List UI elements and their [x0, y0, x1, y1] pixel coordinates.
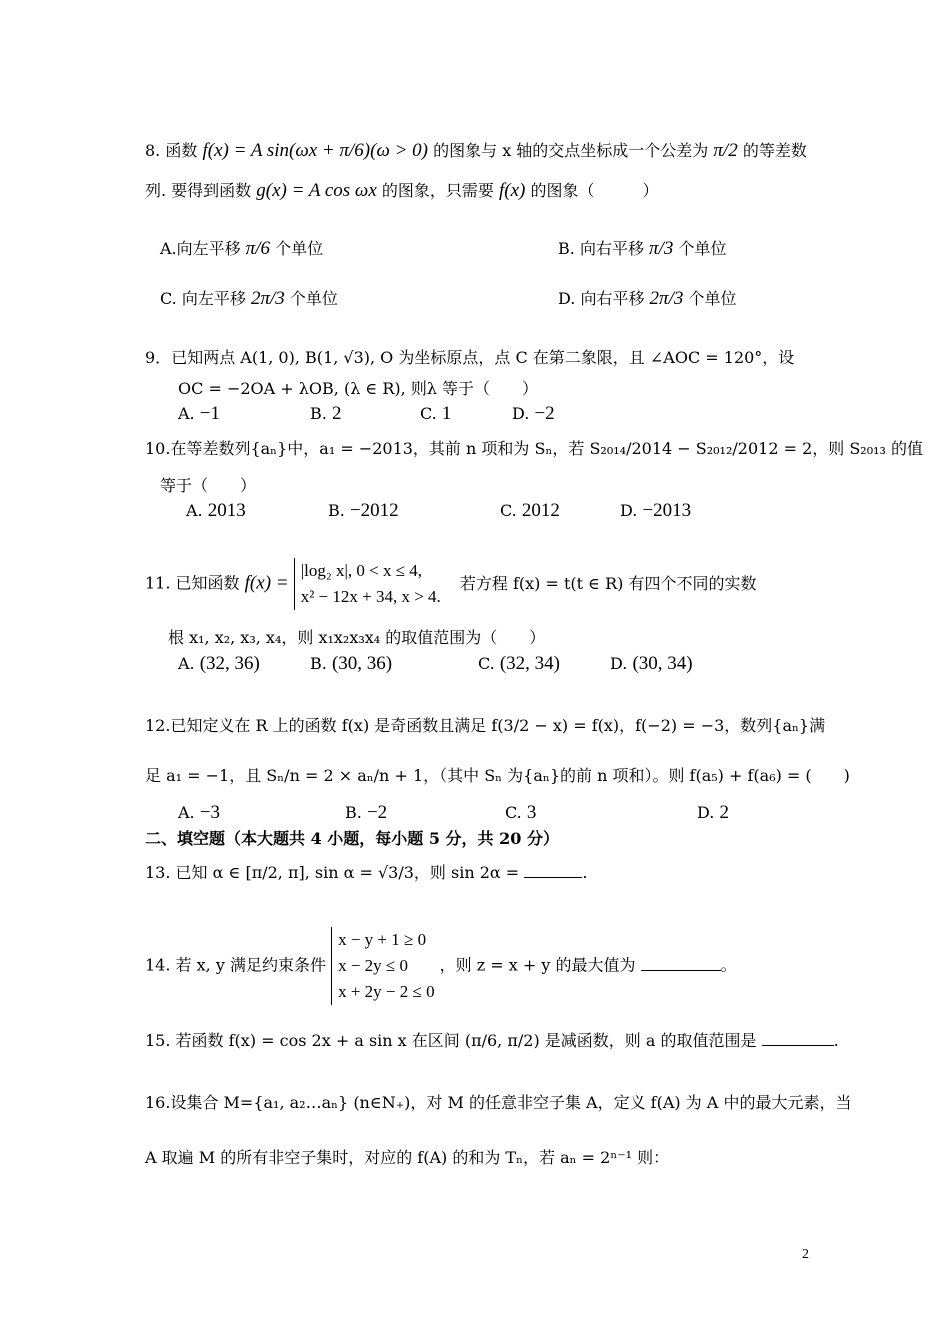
- option-text: 向左平移: [176, 239, 241, 258]
- q9-text: OC = −2OA + λOB, (λ ∈ R), 则λ 等于（ ）: [178, 379, 539, 398]
- q14-text: 若 x, y 满足约束条件: [175, 955, 326, 975]
- option-label: D.: [558, 289, 576, 308]
- option-label: A.: [178, 803, 195, 822]
- option-value: −1: [199, 403, 220, 424]
- q13-number: 13.: [145, 863, 171, 882]
- q12-option-d[interactable]: [697, 802, 729, 824]
- q13-end: .: [582, 863, 588, 882]
- q10-text: 等于（ ）: [160, 476, 257, 495]
- option-label: D.: [512, 404, 530, 423]
- q10-line1: [145, 438, 923, 460]
- option-label: B.: [345, 803, 362, 822]
- q9-option-a[interactable]: [178, 403, 220, 425]
- q8-text: 的图象（ ）: [530, 181, 659, 200]
- q8-option-d[interactable]: [558, 288, 736, 310]
- option-label: B.: [310, 404, 327, 423]
- q16-line2: [145, 1147, 669, 1169]
- option-label: A.: [178, 654, 195, 673]
- q13-answer-blank[interactable]: [524, 863, 582, 878]
- q16-number: 16.: [145, 1093, 171, 1112]
- q13-line: [145, 862, 587, 884]
- q9-option-c[interactable]: [420, 403, 451, 425]
- q8-option-c[interactable]: [160, 288, 338, 310]
- option-label: D.: [697, 803, 715, 822]
- option-text: 向右平移: [579, 239, 644, 258]
- q11-text: 若方程 f(x) = t(t ∈ R) 有四个不同的实数: [459, 573, 757, 593]
- q11-text: 根 x₁, x₂, x₃, x₄，则 x₁x₂x₃x₄ 的取值范围为（ ）: [168, 628, 546, 647]
- option-unit: 个单位: [688, 289, 737, 308]
- option-value: (32, 36): [199, 653, 260, 674]
- option-label: A.: [160, 239, 177, 258]
- option-value: −3: [199, 802, 220, 823]
- option-label: B.: [328, 501, 345, 520]
- option-label: D.: [620, 501, 638, 520]
- option-value: −2012: [349, 500, 399, 521]
- option-label: A.: [178, 404, 195, 423]
- q11-option-b[interactable]: [310, 653, 392, 675]
- q9-text: 已知两点 A(1, 0), B(1, √3), O 为坐标原点，点 C 在第二象限，且 ∠AOC = 120°，设: [171, 348, 795, 367]
- q14-number: 14.: [145, 955, 171, 975]
- q14-text: ，则 z = x + y 的最大值为: [439, 955, 636, 975]
- q8-common-difference: π/2: [713, 140, 738, 161]
- q9-number: 9．: [145, 348, 172, 367]
- q8-text: 的图象，只需要: [381, 181, 494, 200]
- q12-option-c[interactable]: [505, 802, 536, 824]
- option-value: (30, 34): [632, 653, 693, 674]
- option-value: (30, 36): [331, 653, 393, 674]
- q11-text: 已知函数: [175, 573, 240, 593]
- option-value: (32, 34): [499, 653, 561, 674]
- q11-line1: [145, 558, 756, 610]
- q11-piecewise: [294, 558, 441, 610]
- q9-line1: [145, 347, 794, 369]
- option-value: 3: [526, 802, 537, 823]
- q14-constraint-3: x + 2y − 2 ≤ 0: [338, 982, 435, 1001]
- option-label: B.: [558, 239, 575, 258]
- q9-option-b[interactable]: [310, 403, 341, 425]
- q12-number: 12.: [145, 716, 171, 735]
- section-2-heading: 二、填空题（本大题共 4 小题，每小题 5 分，共 20 分）: [145, 829, 559, 848]
- option-unit: 个单位: [275, 239, 324, 258]
- option-value: −2013: [642, 500, 692, 521]
- option-value: 2012: [521, 500, 560, 521]
- option-value: 2: [719, 802, 729, 823]
- q14-constraint-2: x − 2y ≤ 0: [338, 956, 408, 975]
- option-unit: 个单位: [678, 239, 727, 258]
- option-value: 2π/3: [250, 288, 285, 309]
- q11-case-1: |log₂ x|, 0 < x ≤ 4,: [300, 561, 423, 580]
- option-label: C.: [505, 803, 522, 822]
- q10-line2: [160, 475, 256, 497]
- q12-text: 已知定义在 R 上的函数 f(x) 是奇函数且满足 f(3/2 − x) = f(x)，f(−2) = −3，数列{aₙ}满: [170, 716, 826, 735]
- q12-text: 足 a₁ = −1，且 Sₙ/n = 2 × aₙ/n + 1，（其中 Sₙ 为{aₙ}的前 n 项和）。则 f(a₅) + f(a₆) = ( ): [145, 766, 850, 785]
- option-label: C.: [500, 501, 517, 520]
- q15-end: .: [833, 1031, 839, 1050]
- option-label: A.: [186, 501, 203, 520]
- option-value: 1: [441, 403, 452, 424]
- q10-number: 10.: [145, 439, 171, 458]
- q9-line2: [178, 378, 538, 400]
- q11-option-d[interactable]: [610, 653, 693, 675]
- q14-answer-blank[interactable]: [641, 956, 721, 971]
- q15-text: 若函数 f(x) = cos 2x + a sin x 在区间 (π/6, π/2) 是减函数，则 a 的取值范围是: [175, 1031, 757, 1050]
- q10-option-c[interactable]: [500, 500, 560, 522]
- q15-number: 15.: [145, 1031, 171, 1050]
- q10-option-d[interactable]: [620, 500, 691, 522]
- q8-number: 8.: [145, 141, 161, 160]
- q8-function: f(x) = A sin(ωx + π/6)(ω > 0): [202, 140, 429, 161]
- q10-option-a[interactable]: [186, 500, 246, 522]
- page-number: 2: [802, 1247, 809, 1262]
- option-unit: 个单位: [289, 289, 338, 308]
- option-value: 2π/3: [649, 288, 684, 309]
- option-label: C.: [478, 654, 495, 673]
- q11-f: f(x) =: [244, 572, 289, 594]
- q8-line1: [145, 140, 807, 162]
- q12-option-a[interactable]: [178, 802, 220, 824]
- q16-text: 设集合 M={a₁, a₂…aₙ} (n∈N₊)，对 M 的任意非空子集 A，定义 f(A) 为 A 中的最大元素，当: [170, 1093, 852, 1112]
- option-value: 2013: [207, 500, 246, 521]
- q14-constraints: [331, 927, 435, 1005]
- q12-option-b[interactable]: [345, 802, 387, 824]
- q16-text: A 取遍 M 的所有非空子集时，对应的 f(A) 的和为 Tₙ，若 aₙ = 2ⁿ⁻¹ 则：: [145, 1148, 670, 1167]
- q16-line1: [145, 1092, 851, 1114]
- q10-text: 在等差数列{aₙ}中，a₁ = −2013，其前 n 项和为 Sₙ，若 S₂₀₁₄/2014 − S₂₀₁₂/2012 = 2，则 S₂₀₁₃ 的值: [170, 439, 924, 458]
- q8-line2: [145, 180, 658, 202]
- option-label: C.: [160, 289, 177, 308]
- option-text: 向右平移: [580, 289, 645, 308]
- option-text: 向左平移: [181, 289, 246, 308]
- option-label: D.: [610, 654, 628, 673]
- q15-answer-blank[interactable]: [762, 1031, 834, 1046]
- q8-option-a[interactable]: [160, 238, 323, 260]
- q8-g-function: g(x) = A cos ωx: [256, 180, 377, 201]
- q11-case-2: x² − 12x + 34, x > 4.: [300, 587, 441, 606]
- q15-line: [145, 1030, 839, 1052]
- q8-text: 的等差数: [742, 141, 807, 160]
- q11-line2: [168, 627, 545, 649]
- option-value: π/6: [245, 238, 271, 259]
- q14-line: [145, 927, 737, 1005]
- q8-text: 的图象与 x 轴的交点坐标成一个公差为: [433, 141, 709, 160]
- q11-option-c[interactable]: [478, 653, 560, 675]
- q14-end: 。: [720, 955, 737, 975]
- q12-line1: [145, 715, 825, 737]
- option-label: C.: [420, 404, 437, 423]
- q11-number: 11.: [145, 573, 171, 593]
- q14-constraint-1: x − y + 1 ≥ 0: [338, 930, 427, 949]
- q8-f: f(x): [499, 180, 526, 201]
- option-value: π/3: [649, 238, 674, 259]
- option-label: B.: [310, 654, 327, 673]
- option-value: −2: [534, 403, 555, 424]
- q8-option-b[interactable]: [558, 238, 726, 260]
- q13-text: 已知 α ∈ [π/2, π], sin α = √3/3，则 sin 2α =: [175, 863, 520, 882]
- option-value: 2: [331, 403, 342, 424]
- option-value: −2: [366, 802, 388, 823]
- q9-option-d[interactable]: [512, 403, 555, 425]
- q12-line2: [145, 765, 850, 787]
- q8-text: 列. 要得到函数: [145, 181, 252, 200]
- q11-option-a[interactable]: [178, 653, 260, 675]
- q10-option-b[interactable]: [328, 500, 399, 522]
- q8-text: 函数: [165, 141, 198, 160]
